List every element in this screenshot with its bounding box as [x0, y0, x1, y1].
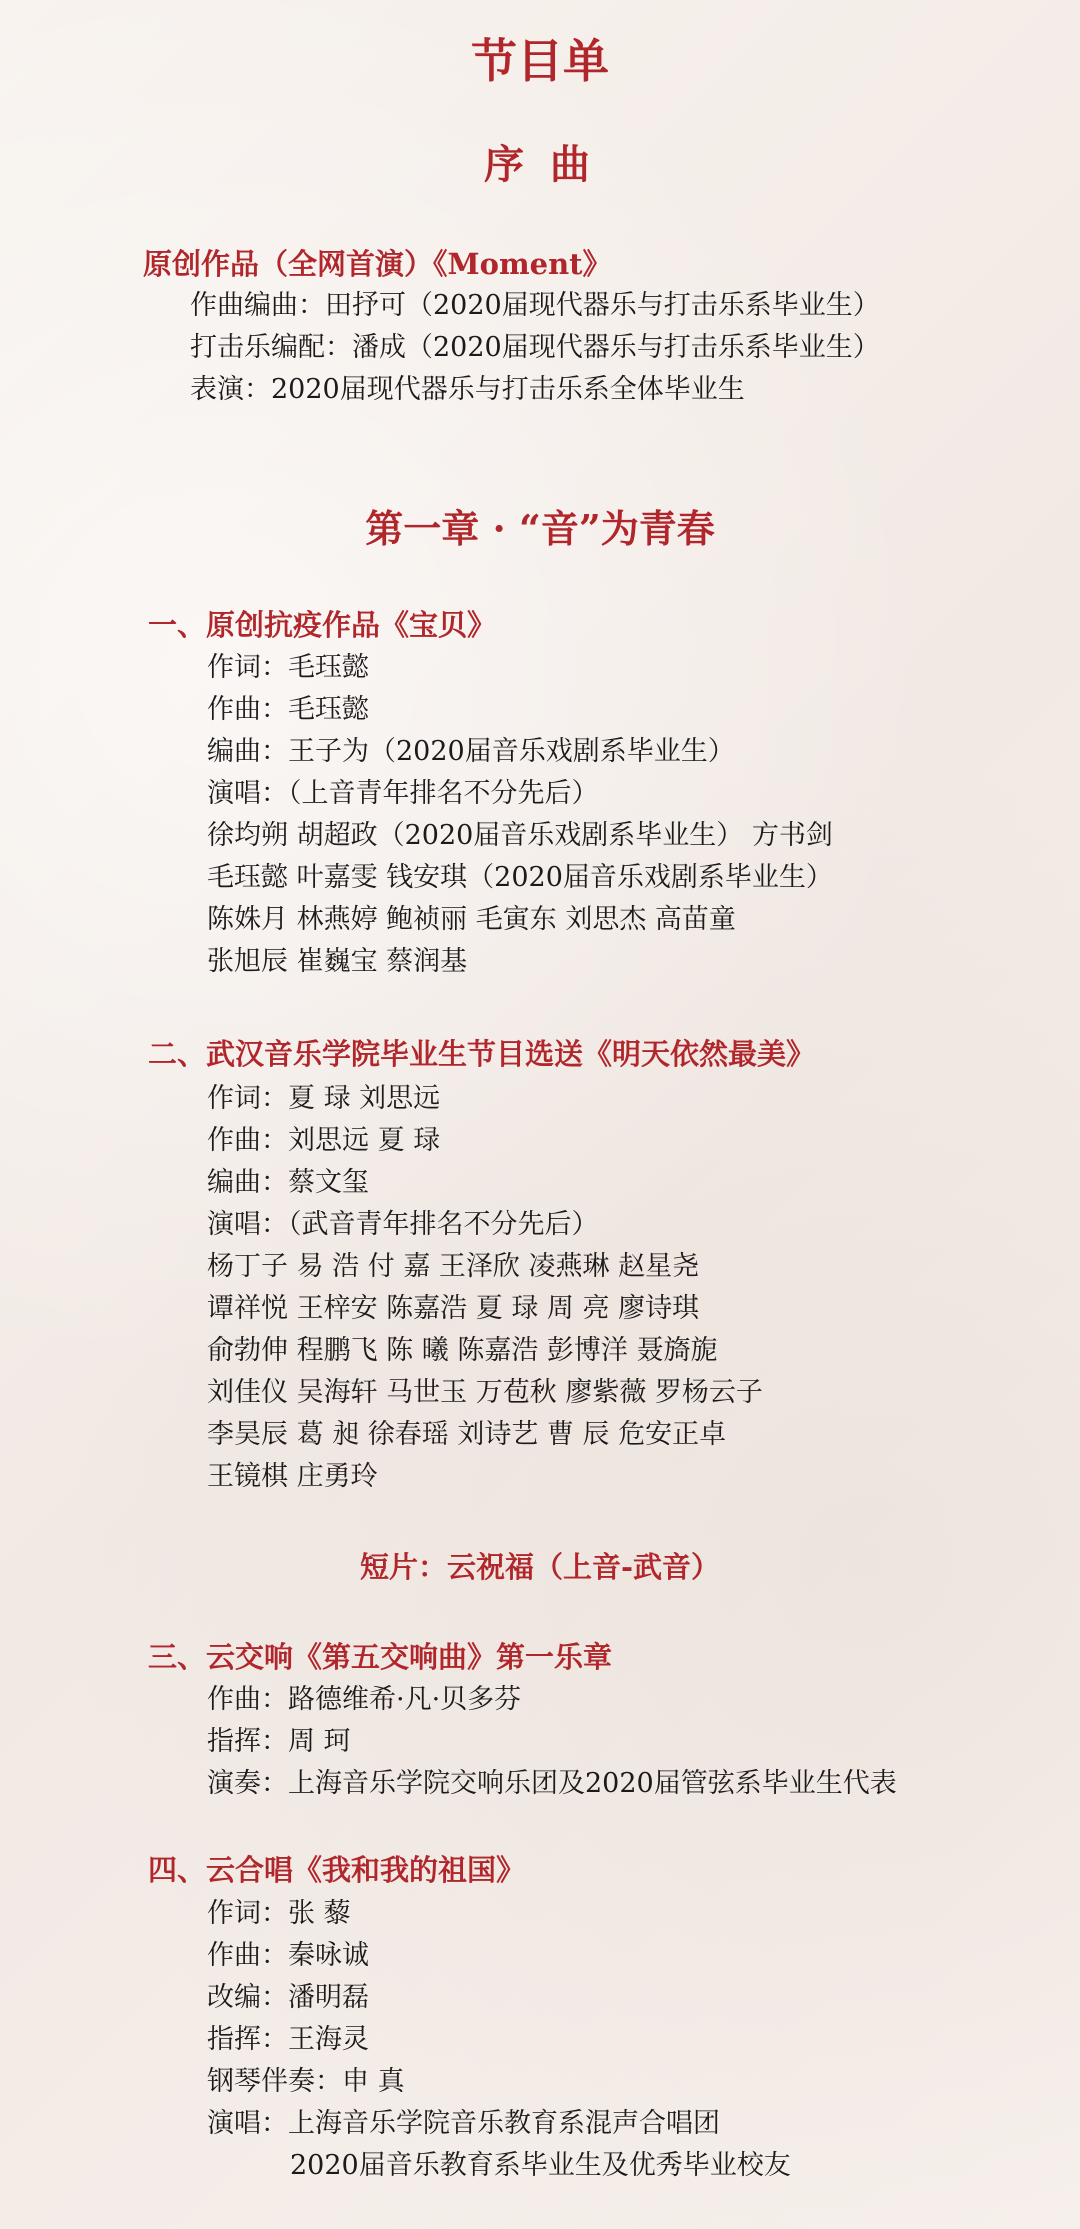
short-film-title: 短片：云祝福（上音-武音） [359, 1550, 721, 1584]
program-line: 杨丁子 易 浩 付 嘉 王泽欣 凌燕琳 赵星尧 [207, 1251, 700, 1282]
program-line: 王镜棋 庄勇玲 [207, 1461, 378, 1492]
program-line: 李昊辰 葛 昶 徐春瑶 刘诗艺 曹 辰 危安正卓 [207, 1419, 727, 1450]
program-line: 编曲：蔡文玺 [207, 1167, 369, 1198]
program-line: 谭祥悦 王梓安 陈嘉浩 夏 琭 周 亮 廖诗琪 [207, 1293, 700, 1324]
program-line: 俞勃伸 程鹏飞 陈 曦 陈嘉浩 彭博洋 聂旖旎 [207, 1335, 718, 1366]
prelude-line: 打击乐编配：潘成（2020届现代器乐与打击乐系毕业生） [190, 332, 880, 363]
program-line: 徐均朔 胡超政（2020届音乐戏剧系毕业生） 方书剑 [207, 820, 833, 851]
program-line: 陈姝月 林燕婷 鲍祯丽 毛寅东 刘思杰 高苗童 [207, 904, 736, 935]
program-item-title: 四、云合唱《我和我的祖国》 [148, 1853, 526, 1887]
prelude-line: 表演：2020届现代器乐与打击乐系全体毕业生 [190, 374, 745, 405]
program-line: 2020届音乐教育系毕业生及优秀毕业校友 [290, 2150, 791, 2181]
program-line: 指挥：王海灵 [207, 2024, 369, 2055]
program-line: 刘佳仪 吴海轩 马世玉 万苞秋 廖紫薇 罗杨云子 [207, 1377, 763, 1408]
program-line: 作词：张 藜 [207, 1898, 351, 1929]
program-item-title: 三、云交响《第五交响曲》第一乐章 [148, 1640, 613, 1674]
program-line: 作曲：刘思远 夏 琭 [207, 1125, 441, 1156]
program-line: 作曲：秦咏诚 [207, 1940, 369, 1971]
program-line: 作词：毛珏懿 [207, 652, 369, 683]
program-item-title: 一、原创抗疫作品《宝贝》 [148, 608, 497, 642]
program-line: 演奏：上海音乐学院交响乐团及2020届管弦系毕业生代表 [207, 1768, 897, 1799]
program-line: 演唱：上海音乐学院音乐教育系混声合唱团 [207, 2108, 720, 2139]
prelude-item-title: 原创作品（全网首演）《Moment》 [143, 247, 612, 281]
program-line: 作曲：毛珏懿 [207, 694, 369, 725]
program-line: 钢琴伴奏：申 真 [207, 2066, 405, 2097]
program-line: 作词：夏 琭 刘思远 [207, 1083, 441, 1114]
program-line: 编曲：王子为（2020届音乐戏剧系毕业生） [207, 736, 735, 767]
program-item-title: 二、武汉音乐学院毕业生节目选送《明天依然最美》 [148, 1037, 816, 1071]
page-title: 节目单 [471, 34, 609, 88]
prelude-line: 作曲编曲：田抒可（2020届现代器乐与打击乐系毕业生） [190, 290, 880, 321]
program-line: 张旭辰 崔巍宝 蔡润基 [207, 946, 468, 977]
program-line: 演唱：（武音青年排名不分先后） [207, 1209, 599, 1240]
chapter-heading: 第一章 · “音”为青春 [365, 506, 715, 551]
prelude-heading: 序 曲 [484, 141, 596, 188]
program-line: 作曲：路德维希·凡·贝多芬 [207, 1684, 522, 1715]
program-line: 演唱：（上音青年排名不分先后） [207, 778, 599, 809]
program-line: 毛珏懿 叶嘉雯 钱安琪（2020届音乐戏剧系毕业生） [207, 862, 833, 893]
program-line: 指挥：周 珂 [207, 1726, 351, 1757]
program-line: 改编：潘明磊 [207, 1982, 369, 2013]
